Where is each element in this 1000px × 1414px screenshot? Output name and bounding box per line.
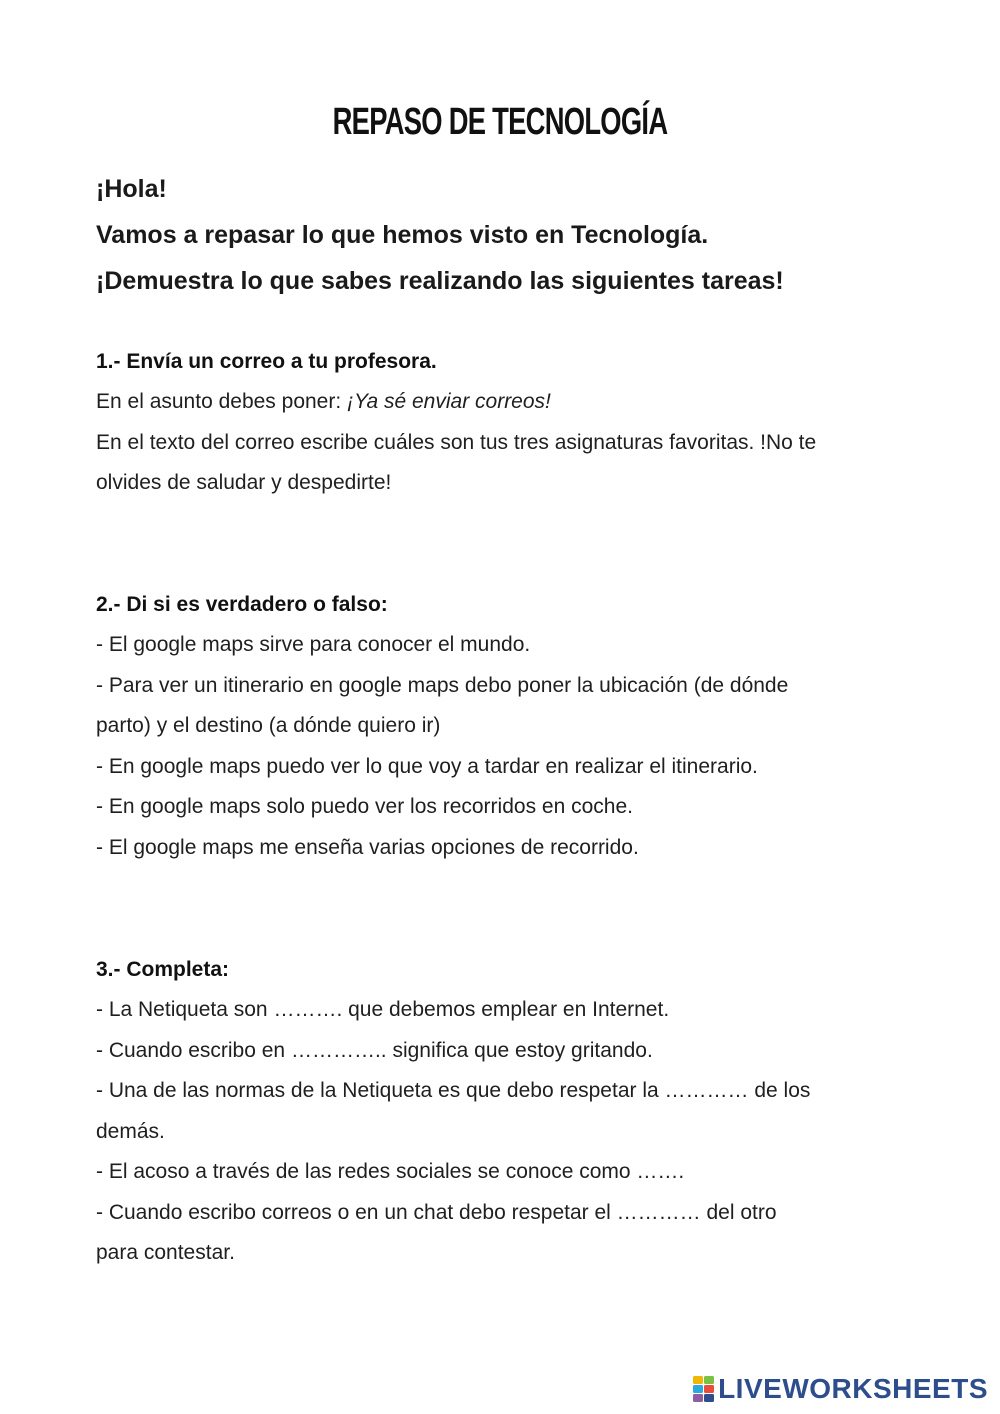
section-1-body-line: olvides de saludar y despedirte!: [96, 471, 392, 494]
section-3-heading: 3.- Completa:: [96, 958, 230, 981]
fill-in-item: - Una de las normas de la Netiqueta es que debo respetar la ………… de los: [96, 1079, 811, 1102]
fill-in-item: - La Netiqueta son ………. que debemos emplear en Internet.: [96, 998, 670, 1021]
fill-in-item: - Cuando escribo correos o en un chat debo respetar el ………… del otro: [96, 1200, 777, 1224]
intro-line: ¡Demuestra lo que sabes realizando las siguientes tareas!: [96, 267, 784, 295]
fill-in-item-continuation: para contestar.: [96, 1241, 235, 1264]
true-false-item-continuation: parto) y el destino (a dónde quiero ir): [96, 714, 441, 737]
section-3: [96, 950, 916, 1274]
section-1-subject-line: [96, 382, 916, 423]
true-false-item: - En google maps solo puedo ver los recorridos en coche.: [96, 795, 633, 818]
intro-block: [96, 166, 916, 304]
true-false-item: - Para ver un itinerario en google maps debo poner la ubicación (de dónde: [96, 673, 789, 697]
page-title: REPASO DE TECNOLOGÍA: [332, 101, 668, 143]
true-false-item: - El google maps me enseña varias opciones de recorrido.: [96, 835, 639, 859]
fill-in-item: - El acoso a través de las redes sociales se conoce como …….: [96, 1160, 685, 1183]
fill-in-item-continuation: demás.: [96, 1119, 165, 1143]
liveworksheets-logo-text: LIVEWORKSHEETS: [718, 1373, 988, 1404]
liveworksheets-logo-icon: [693, 1376, 715, 1402]
true-false-item: - En google maps puedo ver lo que voy a tardar en realizar el itinerario.: [96, 754, 758, 778]
liveworksheets-brand: [693, 1374, 988, 1404]
section-1-heading: 1.- Envía un correo a tu profesora.: [96, 350, 437, 373]
section-1: [96, 342, 916, 504]
section-1-body-line: En el texto del correo escribe cuáles son tus tres asignaturas favoritas. !No te: [96, 430, 817, 454]
intro-greeting: ¡Hola!: [96, 175, 167, 203]
section-2: [96, 585, 916, 868]
intro-line: Vamos a repasar lo que hemos visto en Tecnología.: [96, 221, 709, 249]
true-false-item: - El google maps sirve para conocer el mundo.: [96, 633, 531, 656]
subject-prefix: En el asunto debes poner:: [96, 390, 348, 413]
fill-in-item: - Cuando escribo en ………….. significa que estoy gritando.: [96, 1038, 653, 1062]
subject-value: ¡Ya sé enviar correos!: [347, 390, 551, 413]
section-2-heading: 2.- Di si es verdadero o falso:: [96, 593, 388, 616]
